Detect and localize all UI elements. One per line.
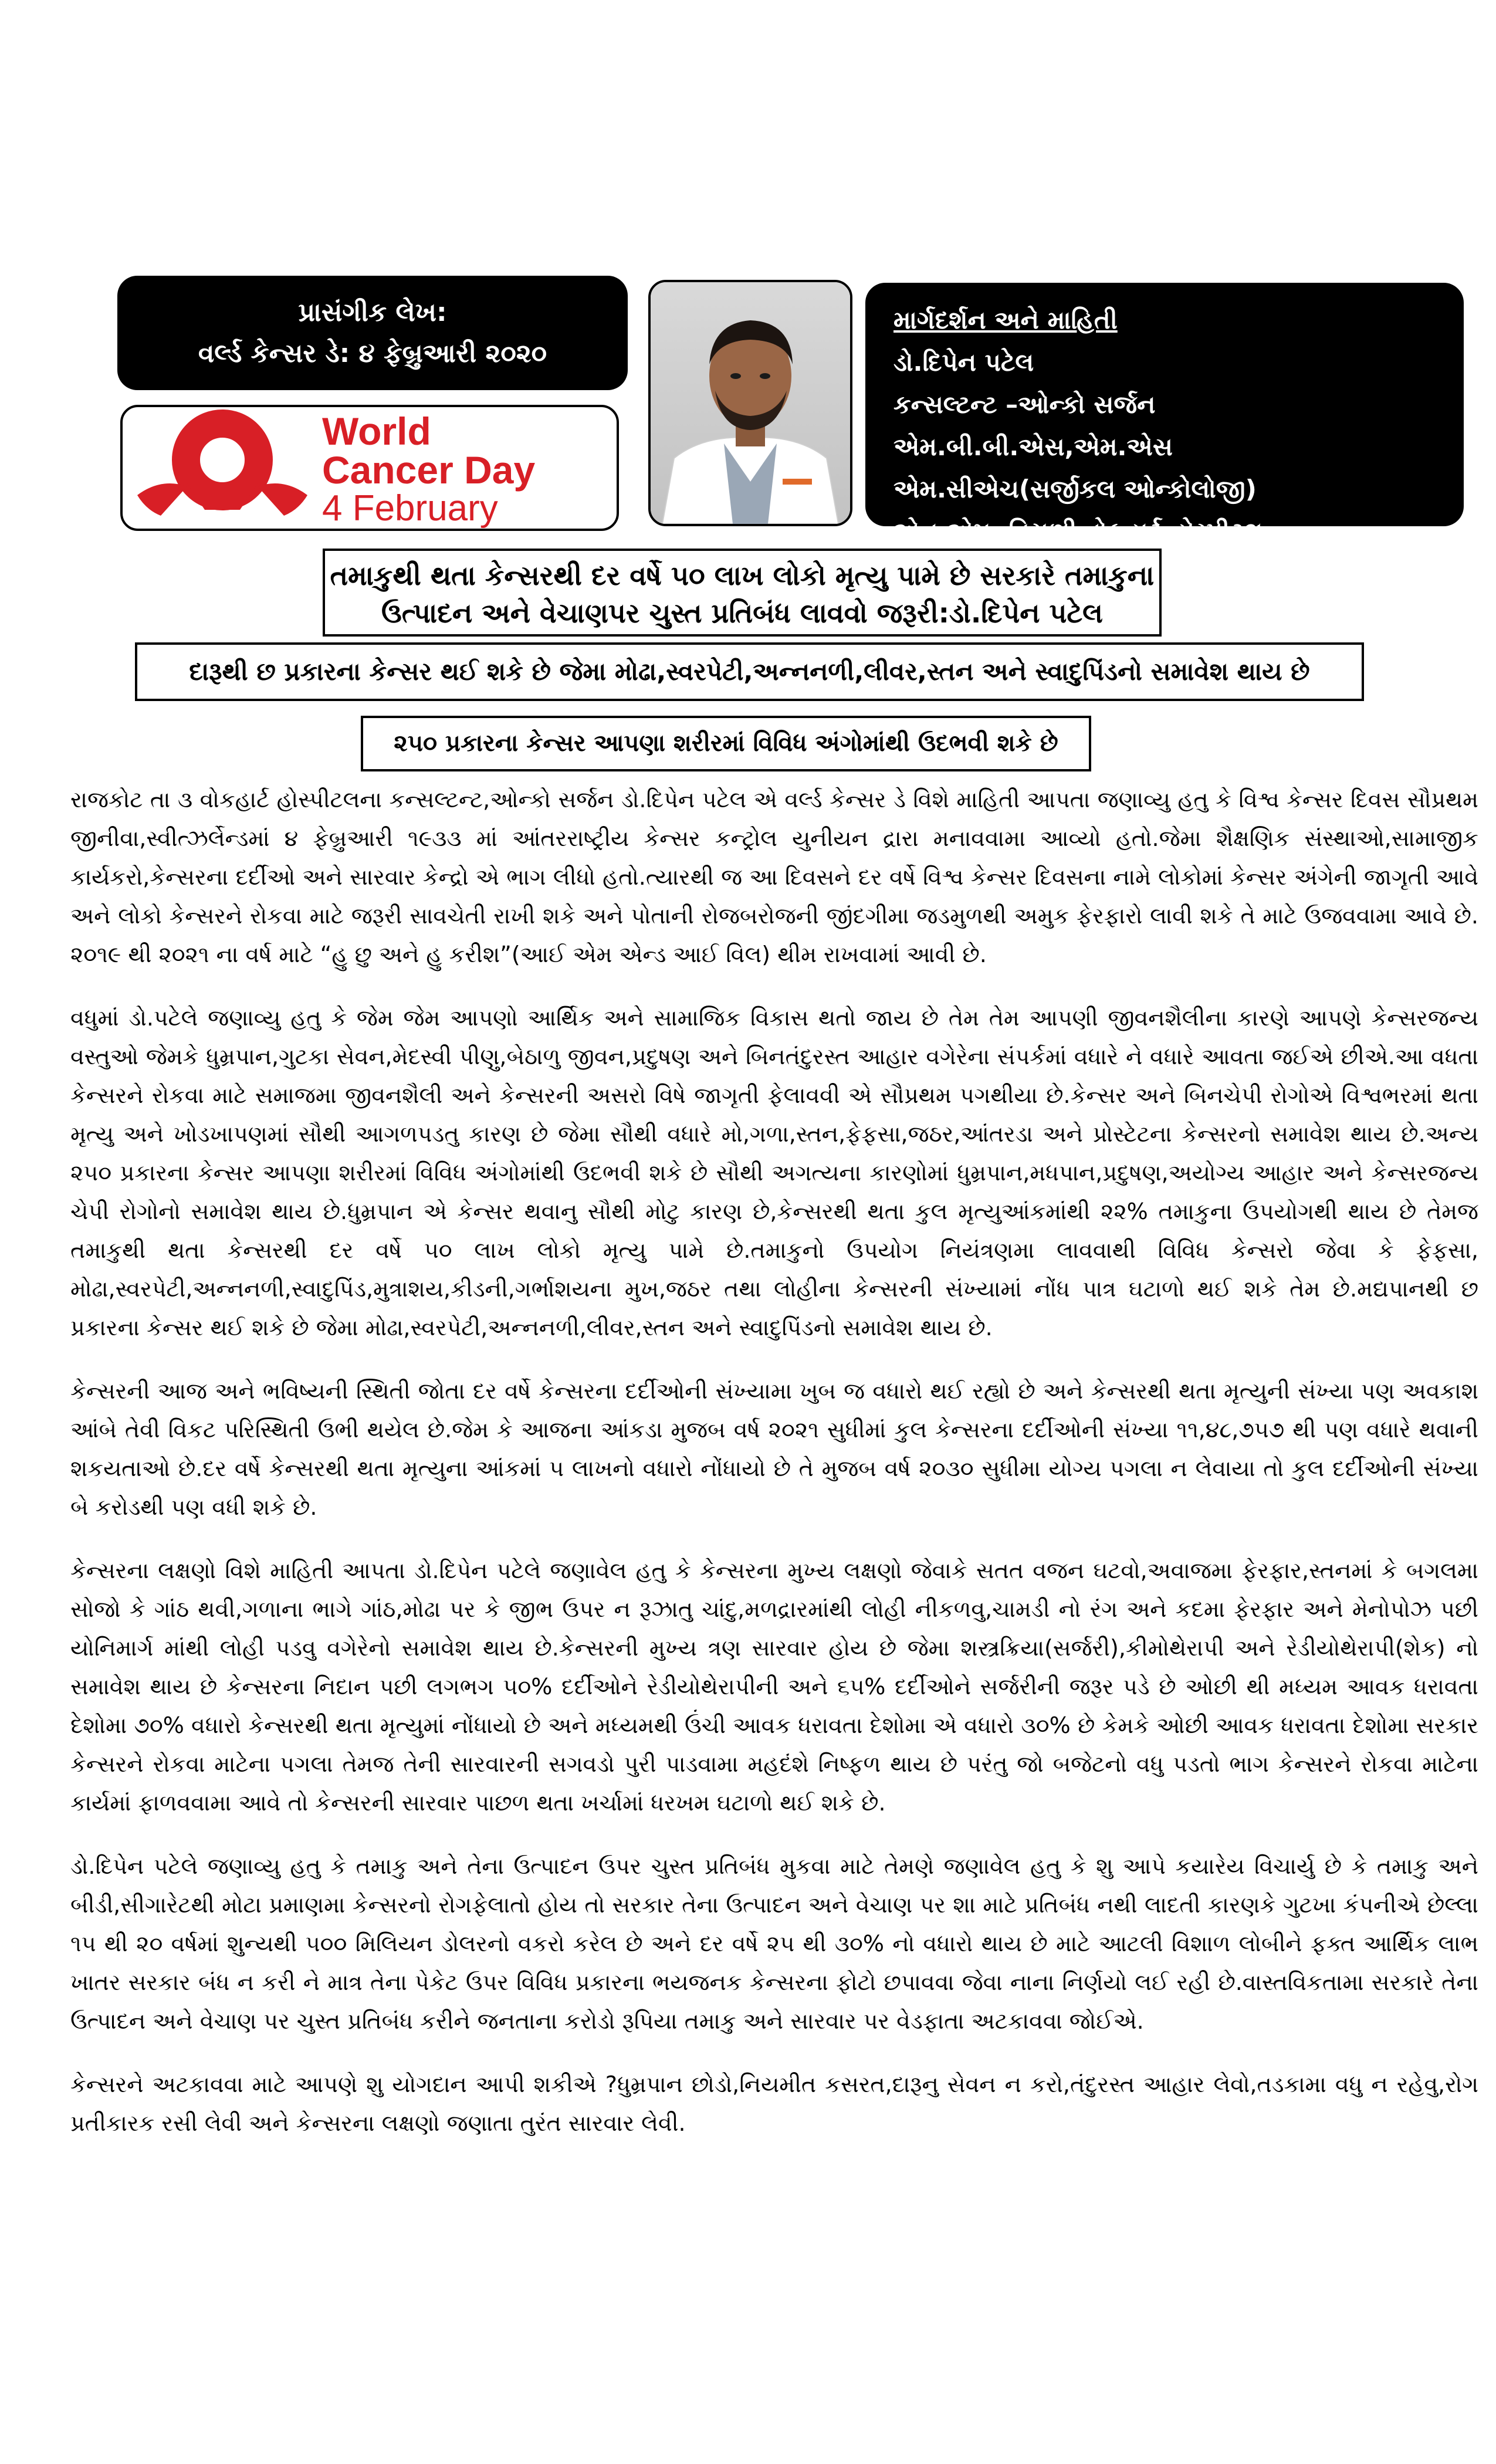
subheadline-250-types: ૨૫૦ પ્રકારના કેન્સર આપણા શરીરમાં વિવિધ અંગોમાંથી ઉદભવી શકે છે	[361, 716, 1091, 771]
paragraph: રાજકોટ તા ૩ વોકહાર્ટ હોસ્પીટલના કન્સલ્ટન્ટ,ઓન્કો સર્જન ડો.દિપેન પટેલ એ વર્લ્ડ કેન્સર ડે વિશે માહિતી આપતા જણાવ્યુ હતુ કે વિશ્વ કેન્સર દિવસ સૌપ્રથમ જીનીવા,સ્વીત્ઝર્લેન્ડમાં ૪ ફેબ્રુઆરી ૧૯૩૩ માં આંતરરાષ્ટ્રીય કેન્સર કન્ટ્રોલ યુનીયન દ્રારા મનાવવામા આવ્યો હતો.જેમા શૈક્ષણિક સંસ્થાઓ,સામાજીક કાર્યકરો,કેન્સરના દર્દીઓ અને સારવાર કેન્દ્રો એ ભાગ લીધો હતો.ત્યારથી જ આ દિવસને દર વર્ષે વિશ્વ કેન્સર દિવસના નામે લોકોમાં કેન્સર અંગેની જાગૃતી આવે અને લોકો કેન્સરને રોકવા માટે જરૂરી સાવચેતી રાખી શકે અને પોતાની રોજબરોજની જીંદગીમા જડમુળથી અમુક ફેરફારો લાવી શકે તે માટે ઉજવવામા આવે છે. ૨૦૧૯ થી ૨૦૨૧ ના વર્ષ માટે “હુ છુ અને હુ કરીશ”(આઈ એમ એન્ડ આઈ વિલ) થીમ રાખવામાં આવી છે.	[70, 787, 1478, 967]
cancer-ribbon-icon	[126, 407, 319, 530]
headline-box	[323, 549, 1162, 637]
paragraph: કેન્સરની આજ અને ભવિષ્યની સ્થિતી જોતા દર વર્ષે કેન્સરના દર્દીઓની સંખ્યામા ખુબ જ વધારો થઈ રહ્યો છે અને કેન્સરથી થતા મૃત્યુની સંખ્યા પણ અવકાશ આંબે તેવી વિકટ પરિસ્થિતી ઉભી થયેલ છે.જેમ કે આજના આંકડા મુજબ વર્ષ ૨૦૨૧ સુધીમાં કુલ કેન્સરના દર્દીઓની સંખ્યા ૧૧,૪૮,૭૫૭ થી પણ વધારે થવાની શકયતાઓ છે.દર વર્ષે કેન્સરથી થતા મૃત્યુના આંકમાં ૫ લાખનો વધારો નોંધાયો છે તે મુજબ વર્ષ ૨૦૩૦ સુધીમા યોગ્ય પગલા ન લેવાયા તો કુલ દર્દીઓની સંખ્યા બે કરોડથી પણ વધી શકે છે.	[70, 1378, 1478, 1520]
paragraph: કેન્સરના લક્ષણો વિશે માહિતી આપતા ડો.દિપેન પટેલે જણાવેલ હતુ કે કેન્સરના મુખ્ય લક્ષણો જેવાકે સતત વજન ઘટવો,અવાજમા ફેરફાર,સ્તનમાં કે બગલમા સોજો કે ગાંઠ થવી,ગળાના ભાગે ગાંઠ,મોઢા પર કે જીભ ઉપર ન રૂઝાતુ ચાંદુ,મળદ્રારમાંથી લોહી નીકળવુ,ચામડી નો રંગ અને કદમા ફેરફાર અને મેનોપોઝ પછી યોનિમાર્ગ માંથી લોહી પડવુ વગેરેનો સમાવેશ થાય છે.કેન્સરની મુખ્ય ત્રણ સારવાર હોય છે જેમા શસ્ત્રક્રિયા(સર્જરી),કીમોથેરાપી અને રેડીયોથેરાપી(શેક) નો સમાવેશ થાય છે કેન્સરના નિદાન પછી લગભગ ૫૦% દર્દીઓને રેડીયોથેરાપીની અને ૬૫% દર્દીઓને સર્જરીની જરૂર પડે છે ઓછી થી મધ્યમ આવક ધરાવતા દેશોમા ૭૦% વધારો કેન્સરથી થતા મૃત્યુમાં નોંધાયો છે અને મધ્યમથી ઉંચી આવક ધરાવતા દેશોમા એ વધારો ૩૦% છે કેમકે ઓછી આવક ધરાવતા દેશોમા સરકાર કેન્સરને રોકવા માટેના પગલા તેમજ તેની સારવારની સગવડો પુરી પાડવામા મહદંશે નિષ્ફળ થાય છે પરંતુ જો બજેટનો વધુ પડતો ભાગ કેન્સરને રોકવા માટેના કાર્યમાં ફાળવવામા આવે તો કેન્સરની સારવાર પાછળ થતા ખર્ચામાં ધરખમ ઘટાળો થઈ શકે છે.	[70, 1558, 1479, 1816]
doctor-hospital: એન.એમ. વિરાણી વોકહાર્ટ હોસ્પીટલ	[893, 517, 1263, 546]
article-type-label: પ્રાસંગીક લેખ:	[298, 297, 447, 327]
doctor-designation: કન્સલ્ટન્ટ –ઓન્કો સર્જન એમ.બી.બી.એસ,એમ.એસ	[893, 390, 1173, 461]
paragraph: ડો.દિપેન પટેલે જણાવ્યુ હતુ કે તમાકુ અને તેના ઉત્પાદન ઉપર ચુસ્ત પ્રતિબંધ મુકવા માટે તેમણે જણાવેલ હતુ કે શુ આપે કયારેય વિચાર્યુ છે કે તમાકુ અને બીડી,સીગારેટથી મોટા પ્રમાણમા કેન્સરનો રોગફેલાતો હોય તો સરકાર તેના ઉત્પાદન અને વેચાણ પર શા માટે પ્રતિબંધ નથી લાદતી કારણકે ગુટખા કંપનીએ છેલ્લા ૧૫ થી ૨૦ વર્ષમાં શુન્યથી ૫૦૦ મિલિયન ડોલરનો વકરો કરેલ છે અને દર વર્ષે ૨૫ થી ૩૦% નો વધારો થાય છે માટે આટલી વિશાળ લોબીને ફક્ત આર્થિક લાભ ખાતર સરકાર બંધ ન કરી ને માત્ર તેના પેકેટ ઉપર વિવિધ પ્રકારના ભયજનક કેન્સરના ફોટો છપાવવા જેવા નાના નિર્ણયો લઈ રહી છે.વાસ્તવિકતામા સરકારે તેના ઉત્પાદન અને વેચાણ પર ચુસ્ત પ્રતિબંધ કરીને જનતાના કરોડો રૂપિયા તમાકુ અને સારવાર પર વેડફાતા અટકાવવા જોઈએ.	[70, 1853, 1478, 2034]
paragraph: વધુમાં ડો.પટેલે જણાવ્યુ હતુ કે જેમ જેમ આપણો આર્થિક અને સામાજિક વિકાસ થતો જાય છે તેમ તેમ આપણી જીવનશૈલીના કારણે આપણે કેન્સરજન્ય વસ્તુઓ જેમકે ધુમ્રપાન,ગુટકા સેવન,મેદસ્વી પીણુ,બેઠાળુ જીવન,પ્રદુષણ અને બિનતંદુરસ્ત આહાર વગેરેના સંપર્કમાં વધારે ને વધારે આવતા જઈએ છીએ.આ વધતા કેન્સરને રોકવા માટે સમાજમા જીવનશૈલી અને કેન્સરની અસરો વિષે જાગૃતી ફેલાવવી એ સૌપ્રથમ પગથીયા છે.કેન્સર અને બિનચેપી રોગોએ વિશ્વભરમાં થતા મૃત્યુ અને ખોડખાપણમાં સૌથી આગળપડતુ કારણ છે જેમા સૌથી વધારે મો,ગળા,સ્તન,ફેફસા,જઠર,આંતરડા અને પ્રોસ્ટેટના કેન્સરનો સમાવેશ થાય છે.અન્ય ૨૫૦ પ્રકારના કેન્સર આપણા શરીરમાં વિવિધ અંગોમાંથી ઉદભવી શકે છે સૌથી અગત્યના કારણોમાં ધુમ્રપાન,મધપાન,પ્રદુષણ,અયોગ્ય આહાર અને કેન્સરજન્ય ચેપી રોગોનો સમાવેશ થાય છે.ધુમ્રપાન એ કેન્સર થવાનુ સૌથી મોટુ કારણ છે,કેન્સરથી થતા કુલ મૃત્યુઆંકમાંથી ૨૨% તમાકુના ઉપયોગથી થાય છે તેમજ તમાકુથી થતા કેન્સરથી દર વર્ષે ૫૦ લાખ લોકો મૃત્યુ પામે છે.તમાકુનો ઉપયોગ નિયંત્રણમા લાવવાથી વિવિધ કેન્સરો જેવા કે ફેફસા, મોઢા,સ્વરપેટી,અન્નનળી,સ્વાદુપિંડ,મુત્રાશય,કીડની,ગર્ભાશયના મુખ,જઠર તથા લોહીના કેન્સરની સંખ્યામાં નોંધ પાત્ર ઘટાળો થઈ શકે તેમ છે.મદ્યપાનથી છ પ્રકારના કેન્સર થઈ શકે છે જેમા મોઢા,સ્વરપેટી,અન્નનળી,લીવર,સ્તન અને સ્વાદુપિંડનો સમાવેશ થાય છે.	[70, 1005, 1478, 1341]
doctor-photo	[648, 280, 852, 526]
doctor-qualification: એમ.સીએચ(સર્જીકલ ઓન્કોલોજી)	[893, 475, 1257, 503]
article-occasion-label: વર્લ્ડ કેન્સર ડે: ૪ ફેબ્રુઆરી ૨૦૨૦	[198, 338, 547, 368]
logo-line-date: 4 February	[322, 488, 498, 529]
logo-text	[322, 409, 536, 529]
paragraph: કેન્સરને અટકાવવા માટે આપણે શુ યોગદાન આપી શકીએ ?ધુમ્રપાન છોડો,નિયમીત કસરત,દારૂનુ સેવન ન કરો,તંદુરસ્ત આહાર લેવો,તડકામા વધુ ન રહેવુ,રોગ પ્રતીકારક રસી લેવી અને કેન્સરના લક્ષણો જણાતા તુરંત સારવાર લેવી.	[70, 2072, 1478, 2136]
doctor-portrait-photo	[651, 282, 850, 524]
logo-line-cancer-day: Cancer Day	[322, 448, 536, 492]
headline-line-1: તમાકુથી થતા કેન્સરથી દર વર્ષે ૫૦ લાખ લોકો મૃત્યુ પામે છે સરકારે તમાકુના	[330, 560, 1155, 591]
article-body	[70, 780, 1478, 2167]
world-cancer-day-logo	[120, 405, 619, 531]
doctor-info-box	[865, 283, 1464, 546]
headline-line-2: ઉત્પાદન અને વેચાણપર ચુસ્ત પ્રતિબંધ લાવવો જરૂરી:ડો.દિપેન પટેલ	[381, 597, 1103, 629]
doctor-name: ડો.દિપેન પટેલ	[893, 348, 1034, 377]
info-title: માર્ગદર્શન અને માહિતી	[893, 306, 1118, 334]
logo-line-world: World	[322, 409, 431, 453]
subheadline-alcohol: દારૂથી છ પ્રકારના કેન્સર થઈ શકે છે જેમા મોઢા,સ્વરપેટી,અન્નનળી,લીવર,સ્તન અને સ્વાદુપિંડનો સમાવેશ થાય છે	[135, 642, 1364, 701]
article-header-box	[117, 276, 628, 390]
